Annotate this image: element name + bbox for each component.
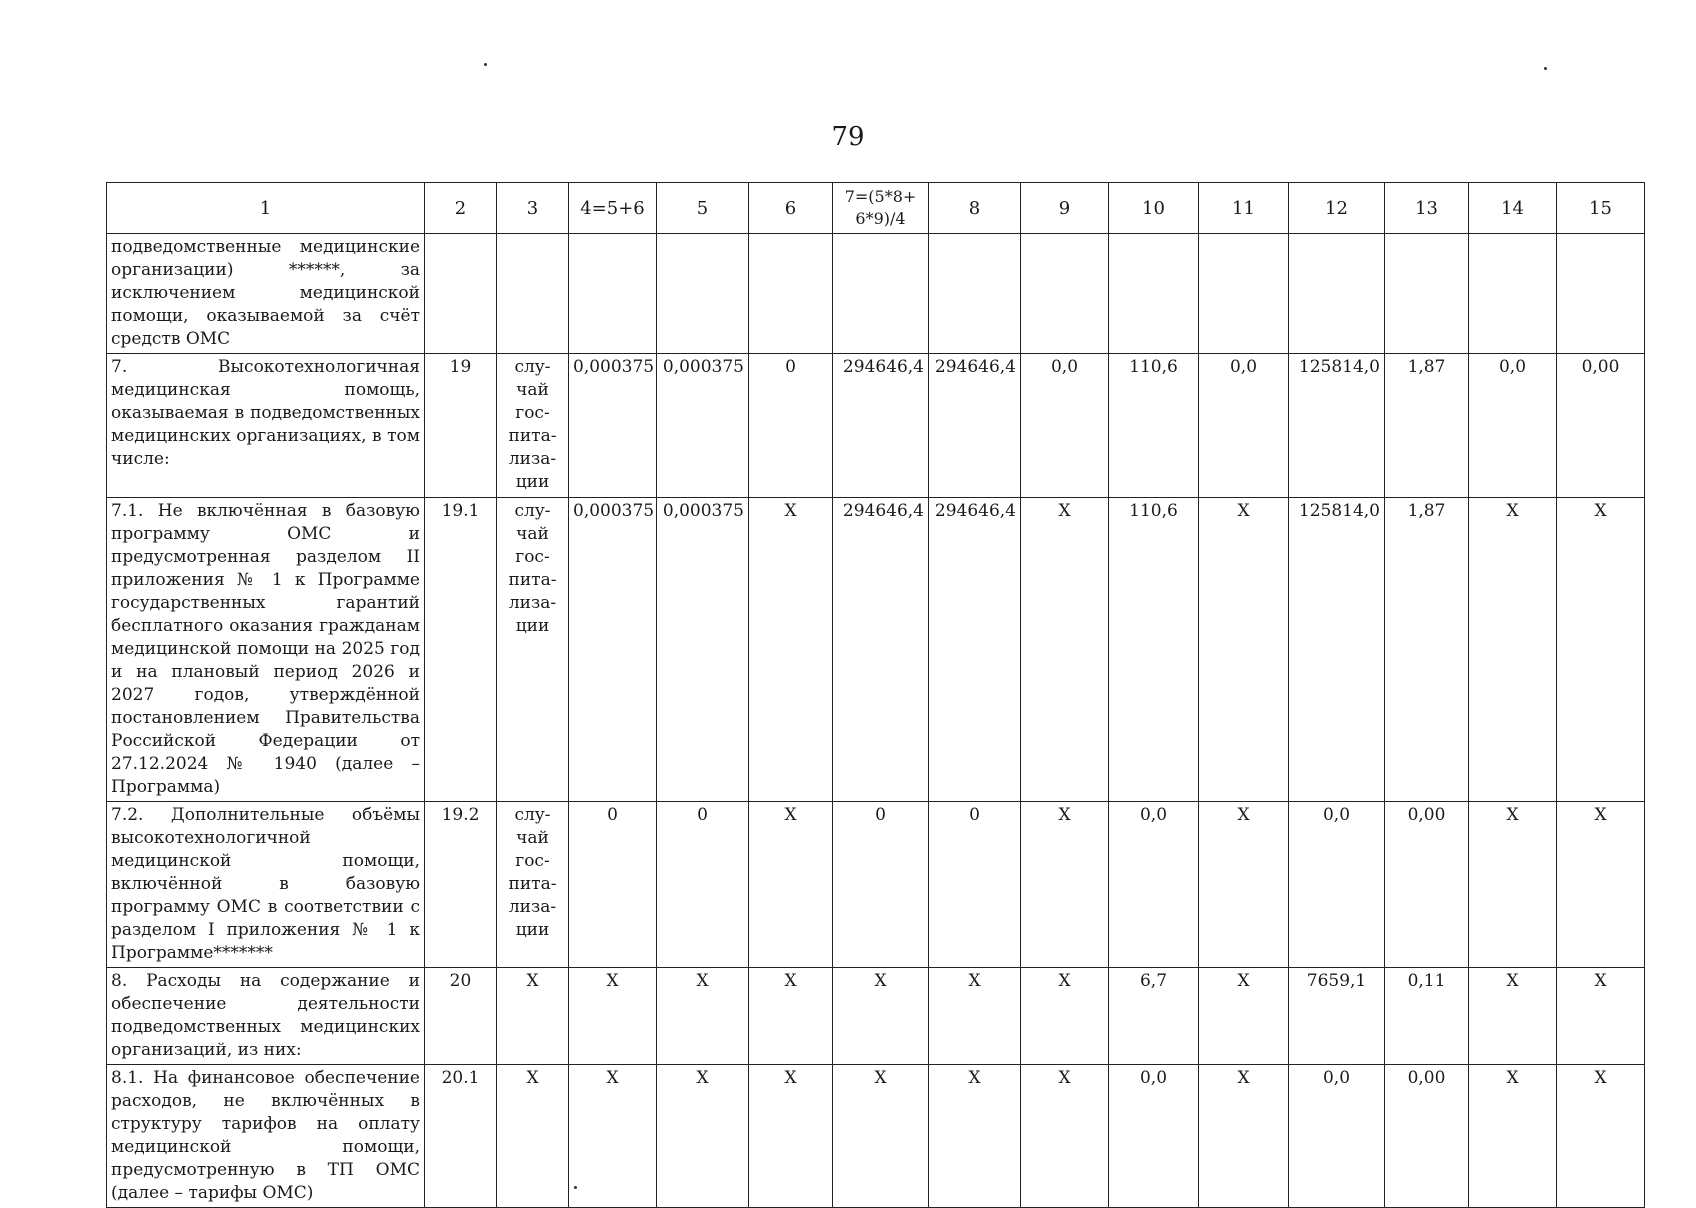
cell-col11 <box>1199 234 1289 354</box>
cell-col14: X <box>1469 1065 1557 1208</box>
cell-col12: 7659,1 <box>1289 968 1385 1065</box>
cell-col12: 0,0 <box>1289 802 1385 968</box>
cell-col9: X <box>1021 498 1109 802</box>
scan-speck <box>1544 67 1547 70</box>
cell-col8: 294646,4 <box>929 354 1021 498</box>
row-name: 8.1. На финансовое обеспечение расходов, не включённых в структуру тарифов на оплату медицинской помощи, предусмотренную в ТП ОМС (далее – тарифы ОМС) <box>107 1065 425 1208</box>
cell-col13: 0,00 <box>1385 1065 1469 1208</box>
row-unit: слу- чай гос- пита- лиза- ции <box>497 498 569 802</box>
cell-col4: X <box>569 1065 657 1208</box>
cell-col15: X <box>1557 1065 1645 1208</box>
cell-col8 <box>929 234 1021 354</box>
cell-col4: X <box>569 968 657 1065</box>
cell-col5: 0 <box>657 802 749 968</box>
row-code <box>425 234 497 354</box>
cell-col5: X <box>657 1065 749 1208</box>
col-header: 2 <box>425 183 497 234</box>
row-unit: X <box>497 1065 569 1208</box>
cell-col6: X <box>749 1065 833 1208</box>
cell-col4 <box>569 234 657 354</box>
cell-col11: X <box>1199 802 1289 968</box>
row-code: 20.1 <box>425 1065 497 1208</box>
row-code: 19.2 <box>425 802 497 968</box>
cell-col9 <box>1021 234 1109 354</box>
row-name: 8. Расходы на содержание и обеспечение деятельности подведомственных медицинских организаций, из них: <box>107 968 425 1065</box>
col-header: 8 <box>929 183 1021 234</box>
cell-col12: 125814,0 <box>1289 354 1385 498</box>
col-header: 13 <box>1385 183 1469 234</box>
cell-col13 <box>1385 234 1469 354</box>
row-unit: слу- чай гос- пита- лиза- ции <box>497 802 569 968</box>
row-unit: X <box>497 968 569 1065</box>
cell-col13: 0,00 <box>1385 802 1469 968</box>
cell-col12 <box>1289 234 1385 354</box>
col-header: 9 <box>1021 183 1109 234</box>
cell-col6: X <box>749 968 833 1065</box>
cell-col11: 0,0 <box>1199 354 1289 498</box>
cell-col13: 0,11 <box>1385 968 1469 1065</box>
row-code: 20 <box>425 968 497 1065</box>
col-header: 6 <box>749 183 833 234</box>
cell-col4: 0,000375 <box>569 498 657 802</box>
cell-col9: X <box>1021 802 1109 968</box>
cell-col7: 294646,4 <box>833 498 929 802</box>
cell-col5 <box>657 234 749 354</box>
cell-col7: 0 <box>833 802 929 968</box>
cell-col10: 110,6 <box>1109 354 1199 498</box>
table-row <box>107 234 1645 354</box>
cell-col4: 0 <box>569 802 657 968</box>
col-header: 5 <box>657 183 749 234</box>
col-header: 3 <box>497 183 569 234</box>
cell-col15: 0,00 <box>1557 354 1645 498</box>
cell-col5: 0,000375 <box>657 354 749 498</box>
cell-col15: X <box>1557 802 1645 968</box>
scan-speck <box>484 63 487 66</box>
cell-col7: 294646,4 <box>833 354 929 498</box>
cell-col10: 110,6 <box>1109 498 1199 802</box>
cell-col6: X <box>749 802 833 968</box>
data-table <box>106 182 1645 1208</box>
cell-col14 <box>1469 234 1557 354</box>
cell-col14: X <box>1469 968 1557 1065</box>
col-header: 7=(5*8+ 6*9)/4 <box>833 183 929 234</box>
col-header: 10 <box>1109 183 1199 234</box>
table-row <box>107 498 1645 802</box>
table-row <box>107 354 1645 498</box>
cell-col8: 294646,4 <box>929 498 1021 802</box>
cell-col9: X <box>1021 1065 1109 1208</box>
cell-col13: 1,87 <box>1385 498 1469 802</box>
cell-col8: 0 <box>929 802 1021 968</box>
cell-col14: X <box>1469 802 1557 968</box>
row-unit <box>497 234 569 354</box>
col-header: 15 <box>1557 183 1645 234</box>
cell-col8: X <box>929 1065 1021 1208</box>
cell-col12: 0,0 <box>1289 1065 1385 1208</box>
row-unit: слу- чай гос- пита- лиза- ции <box>497 354 569 498</box>
header-row <box>107 183 1645 234</box>
cell-col13: 1,87 <box>1385 354 1469 498</box>
cell-col10: 0,0 <box>1109 1065 1199 1208</box>
cell-col15: X <box>1557 498 1645 802</box>
col-header: 4=5+6 <box>569 183 657 234</box>
cell-col7: X <box>833 1065 929 1208</box>
cell-col14: 0,0 <box>1469 354 1557 498</box>
cell-col10 <box>1109 234 1199 354</box>
row-code: 19 <box>425 354 497 498</box>
cell-col12: 125814,0 <box>1289 498 1385 802</box>
cell-col5: 0,000375 <box>657 498 749 802</box>
cell-col11: X <box>1199 968 1289 1065</box>
cell-col10: 0,0 <box>1109 802 1199 968</box>
col-header: 11 <box>1199 183 1289 234</box>
col-header: 1 <box>107 183 425 234</box>
cell-col8: X <box>929 968 1021 1065</box>
row-code: 19.1 <box>425 498 497 802</box>
row-name: 7.1. Не включённая в базовую программу ОМС и предусмотренная разделом II приложения № 1 к Программе государственных гарантий бесплатного оказания гражданам медицинской помощи на 2025 год и на плановый период 2026 и 2027 годов, утверждённой постановлением Правительства Российской Федерации от 27.12.2024 № 1940 (далее – Программа) <box>107 498 425 802</box>
cell-col6 <box>749 234 833 354</box>
table-row <box>107 1065 1645 1208</box>
cell-col15 <box>1557 234 1645 354</box>
row-name: 7. Высокотехнологичная медицинская помощь, оказываемая в подведомственных медицинских организациях, в том числе: <box>107 354 425 498</box>
col-header: 14 <box>1469 183 1557 234</box>
cell-col10: 6,7 <box>1109 968 1199 1065</box>
cell-col14: X <box>1469 498 1557 802</box>
page-number: 79 <box>831 122 865 152</box>
cell-col9: 0,0 <box>1021 354 1109 498</box>
cell-col11: X <box>1199 498 1289 802</box>
table-row <box>107 802 1645 968</box>
table-row <box>107 968 1645 1065</box>
cell-col4: 0,000375 <box>569 354 657 498</box>
cell-col7: X <box>833 968 929 1065</box>
col-header: 12 <box>1289 183 1385 234</box>
cell-col9: X <box>1021 968 1109 1065</box>
row-name: подведомственные медицинские организации) ******, за исключением медицинской помощи, оказываемой за счёт средств ОМС <box>107 234 425 354</box>
cell-col5: X <box>657 968 749 1065</box>
cell-col15: X <box>1557 968 1645 1065</box>
cell-col6: X <box>749 498 833 802</box>
row-name: 7.2. Дополнительные объёмы высокотехнологичной медицинской помощи, включённой в базовую программу ОМС в соответствии с разделом I приложения № 1 к Программе******* <box>107 802 425 968</box>
cell-col6: 0 <box>749 354 833 498</box>
cell-col11: X <box>1199 1065 1289 1208</box>
cell-col7 <box>833 234 929 354</box>
